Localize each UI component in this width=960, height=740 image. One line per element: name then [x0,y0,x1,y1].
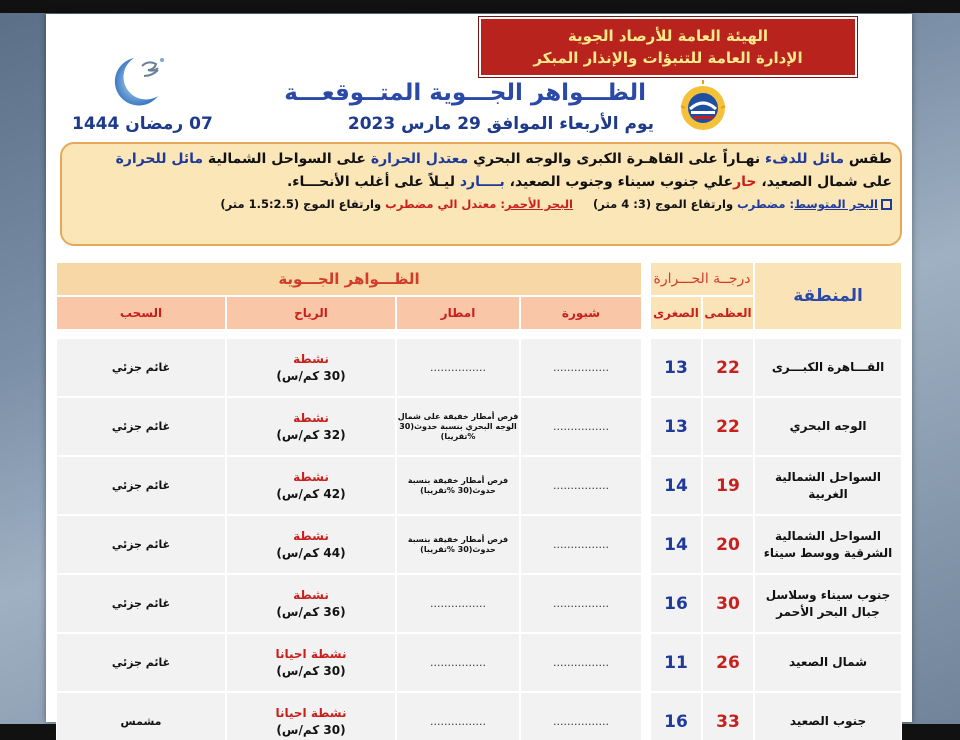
region-cell: القـــاهرة الكبـــرى [754,338,902,397]
min-temp-cell: 11 [650,633,702,692]
table-row [56,397,902,456]
fog-cell: ................ [520,338,642,397]
department-name: الإدارة العامة للتنبؤات والإنذار المبكر [533,49,803,67]
min-temp-cell: 14 [650,456,702,515]
ema-emblem-icon [677,78,729,140]
clouds-cell: غائم جزئي [56,456,226,515]
clouds-cell: غائم جزئي [56,574,226,633]
header-clouds: السحب [56,296,226,330]
hijri-date: 07 رمضان 1444 [72,114,213,134]
rain-cell: فرص أمطار خفيفة بنسبة حدوث(30 %تقريبا) [396,456,520,515]
fog-cell: ................ [520,574,642,633]
table-row [56,574,902,633]
max-temp-cell: 22 [702,338,754,397]
min-temp-cell: 16 [650,692,702,740]
region-cell: السواحل الشمالية الشرقية ووسط سيناء [754,515,902,574]
fog-cell: ................ [520,456,642,515]
header-fog: شبورة [520,296,642,330]
max-temp-cell: 22 [702,397,754,456]
table-row [56,633,902,692]
header-rain: امطار [396,296,520,330]
fog-cell: ................ [520,515,642,574]
wind-cell: نشطة (30 كم/س) [226,338,396,397]
clouds-cell: غائم جزئي [56,397,226,456]
wind-cell: نشطة (36 كم/س) [226,574,396,633]
region-cell: الوجه البحري [754,397,902,456]
max-temp-cell: 33 [702,692,754,740]
header-min: الصغرى [650,296,702,330]
header-max: العظمى [702,296,754,330]
summary-line-1: طقس مائل للدفء نهـاراً على القاهـرة الكبرى والوجه البحري معتدل الحرارة على السواحل الشمالية مائل للحرارة [115,151,892,167]
top-frame-bar [0,0,960,13]
rain-cell: ................ [396,338,520,397]
checkbox-icon [881,199,892,210]
header-region: المنطقة [754,262,902,330]
table-row [56,692,902,740]
wind-cell: نشطة (44 كم/س) [226,515,396,574]
wind-cell: نشطة (42 كم/س) [226,456,396,515]
summary-sea-line: البحر المتوسط: مضطرب وارتفاع الموج (3: 4 متر) البحر الأحمر: معتدل الي مضطرب وارتفاع الموج (1.5:2.5 متر) [70,194,892,214]
table-row [56,338,902,397]
wind-cell: نشطة احيانا (30 كم/س) [226,633,396,692]
clouds-cell: غائم جزئي [56,515,226,574]
region-cell: جنوب سيناء وسلاسل جبال البحر الأحمر [754,574,902,633]
rain-cell: ................ [396,633,520,692]
min-temp-cell: 14 [650,515,702,574]
fog-cell: ................ [520,397,642,456]
header-phenomena: الظـــواهر الجـــوية [56,262,642,296]
max-temp-cell: 19 [702,456,754,515]
summary-line-2: على شمال الصعيد، حارعلي جنوب سيناء وجنوب الصعيد، بــــارد ليـلاً على أغلب الأنحـــاء. [286,174,892,190]
gregorian-date: يوم الأربعاء الموافق 29 مارس 2023 [347,114,654,134]
header-wind: الرياح [226,296,396,330]
min-temp-cell: 16 [650,574,702,633]
bulletin-sheet [46,14,912,737]
authority-banner [479,17,857,77]
table-row [56,515,902,574]
forecast-table [56,262,902,740]
max-temp-cell: 20 [702,515,754,574]
fog-cell: ................ [520,633,642,692]
region-cell: جنوب الصعيد [754,692,902,740]
fog-cell: ................ [520,692,642,740]
wind-cell: نشطة احيانا (30 كم/س) [226,692,396,740]
page-title: الظـــواهر الجـــوية المتــوقعـــة [284,80,646,106]
clouds-cell: غائم جزئي [56,633,226,692]
region-cell: شمال الصعيد [754,633,902,692]
rain-cell: فرص أمطار خفيفة على شمال الوجه البحري بنسبة حدوث(30 %تقريبا) [396,397,520,456]
max-temp-cell: 26 [702,633,754,692]
clouds-cell: غائم جزئي [56,338,226,397]
header-temperature: درجــة الحـــرارة [650,262,754,296]
region-cell: السواحل الشمالية الغربية [754,456,902,515]
min-temp-cell: 13 [650,338,702,397]
max-temp-cell: 30 [702,574,754,633]
min-temp-cell: 13 [650,397,702,456]
rain-cell: ................ [396,692,520,740]
ramadan-crescent-icon [104,50,174,112]
table-row [56,456,902,515]
authority-name: الهيئة العامة للأرصاد الجوية [567,27,769,45]
clouds-cell: مشمس [56,692,226,740]
weather-summary [60,142,902,246]
rain-cell: ................ [396,574,520,633]
rain-cell: فرص أمطار خفيفة بنسبة حدوث(30 %تقريبا) [396,515,520,574]
wind-cell: نشطة (32 كم/س) [226,397,396,456]
